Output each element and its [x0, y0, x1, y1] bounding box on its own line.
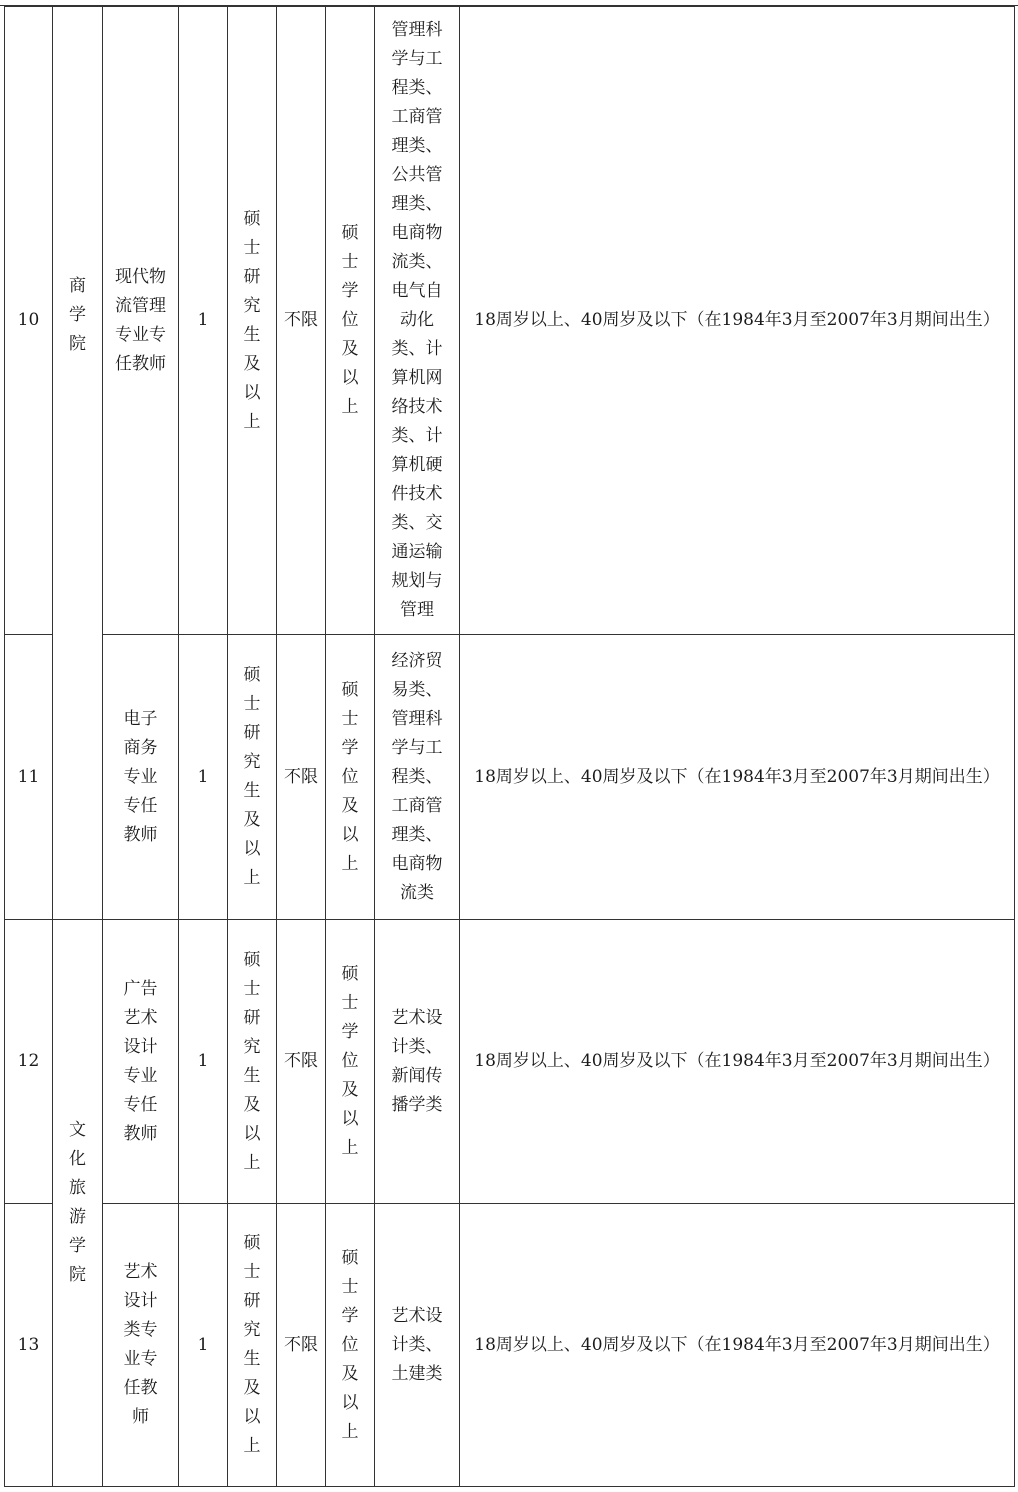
count-cell: 1 — [179, 1204, 228, 1487]
row-number: 11 — [5, 635, 53, 920]
recruitment-table — [4, 6, 1015, 1487]
table-row — [5, 7, 1015, 635]
position-cell: 现代物流管理专业专任教师 — [103, 7, 179, 635]
education-cell: 硕士研究生及以上 — [228, 635, 277, 920]
count-cell: 1 — [179, 7, 228, 635]
title-requirement-cell: 不限 — [277, 1204, 326, 1487]
education-cell: 硕士研究生及以上 — [228, 7, 277, 635]
major-cell: 艺术设计类、新闻传播学类 — [375, 920, 460, 1204]
row-number: 13 — [5, 1204, 53, 1487]
table-row — [5, 920, 1015, 1204]
unit-name: 文化旅游学院 — [69, 1120, 86, 1285]
unit-cell — [53, 920, 103, 1487]
major-cell: 艺术设计类、土建类 — [375, 1204, 460, 1487]
other-requirement-cell: 18周岁以上、40周岁及以下（在1984年3月至2007年3月期间出生） — [460, 7, 1015, 635]
major-cell: 管理科学与工程类、工商管理类、公共管理类、电商物流类、电气自动化类、计算机网络技术类、计算机硬件技术类、交通运输规划与管理 — [375, 7, 460, 635]
degree-cell: 硕士学位及以上 — [326, 635, 375, 920]
other-requirement-cell: 18周岁以上、40周岁及以下（在1984年3月至2007年3月期间出生） — [460, 635, 1015, 920]
count-cell: 1 — [179, 920, 228, 1204]
count-cell: 1 — [179, 635, 228, 920]
degree-cell: 硕士学位及以上 — [326, 920, 375, 1204]
recruitment-table-fragment — [4, 6, 1014, 1486]
education-cell: 硕士研究生及以上 — [228, 1204, 277, 1487]
major-cell: 经济贸易类、管理科学与工程类、工商管理类、电商物流类 — [375, 635, 460, 920]
position-cell: 艺术设计类专业专任教师 — [103, 1204, 179, 1487]
education-cell: 硕士研究生及以上 — [228, 920, 277, 1204]
row-number: 12 — [5, 920, 53, 1204]
table-row — [5, 1204, 1015, 1487]
position-cell: 广告艺术设计专业专任教师 — [103, 920, 179, 1204]
degree-cell: 硕士学位及以上 — [326, 1204, 375, 1487]
unit-name: 商学院 — [69, 276, 86, 354]
title-requirement-cell: 不限 — [277, 7, 326, 635]
title-requirement-cell: 不限 — [277, 635, 326, 920]
title-requirement-cell: 不限 — [277, 920, 326, 1204]
unit-cell — [53, 7, 103, 920]
other-requirement-cell: 18周岁以上、40周岁及以下（在1984年3月至2007年3月期间出生） — [460, 1204, 1015, 1487]
row-number: 10 — [5, 7, 53, 635]
degree-cell: 硕士学位及以上 — [326, 7, 375, 635]
other-requirement-cell: 18周岁以上、40周岁及以下（在1984年3月至2007年3月期间出生） — [460, 920, 1015, 1204]
table-row — [5, 635, 1015, 920]
position-cell: 电子商务专业专任教师 — [103, 635, 179, 920]
